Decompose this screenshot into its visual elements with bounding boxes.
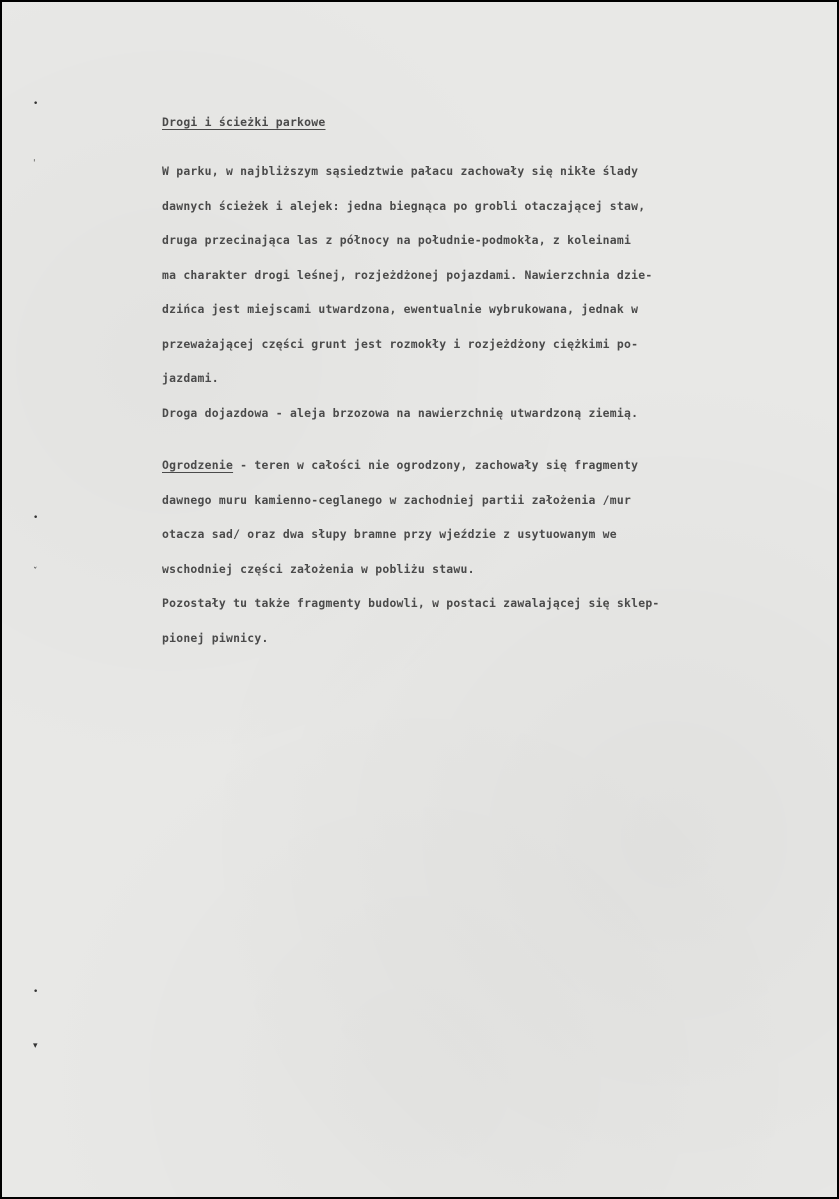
text-line: przeważającej części grunt jest rozmokły i rozjeżdżony ciężkimi po- [162,336,639,351]
text-line: dzińca jest miejscami utwardzona, ewentualnie wybrukowana, jednak w [162,302,639,316]
text-line: otacza sad/ oraz dwa słupy bramne przy wjeździe z usytuowanym we [162,527,617,541]
document-page [2,2,837,1197]
margin-mark: ˇ [33,567,38,577]
section-heading: Drogi i ścieżki parkowe [162,115,326,129]
text-line: druga przecinająca las z północy na południe-podmokła, z koleinami [162,233,632,247]
text-line: dawnego muru kamienno-ceglanego w zachodniej partii założenia /mur [162,492,632,507]
margin-mark: • [33,513,39,523]
paths-paragraph [162,161,762,437]
fence-label: Ogrodzenie [162,458,234,472]
text-line: jazdami. [162,371,219,385]
text-line: dawnych ścieżek i alejek: jedna biegnąca po grobli otaczającej staw, [162,198,646,213]
margin-mark: ˌ [33,153,36,163]
text-line: wschodniej części założenia w pobliżu stawu. [162,561,475,576]
fence-line-rest: - teren w całości nie ogrodzony, zachowały się fragmenty [233,458,639,472]
margin-mark: • [33,987,39,997]
text-line: Pozostały tu także fragmenty budowli, w postaci zawalającej się sklep- [162,596,660,610]
document-body [162,112,762,662]
margin-mark: ▾ [33,1041,38,1051]
fence-paragraph [162,455,762,662]
text-line: ma charakter drogi leśnej, rozjeżdżonej pojazdami. Nawierzchnia dzie- [162,267,653,282]
text-line: pionej piwnicy. [162,630,269,645]
text-line [162,455,762,490]
margin-mark: • [33,99,39,109]
text-line: Droga dojazdowa - aleja brzozowa na nawierzchnię utwardzoną ziemią. [162,405,639,420]
text-line: W parku, w najbliższym sąsiedztwie pałacu zachowały się nikłe ślady [162,164,639,178]
